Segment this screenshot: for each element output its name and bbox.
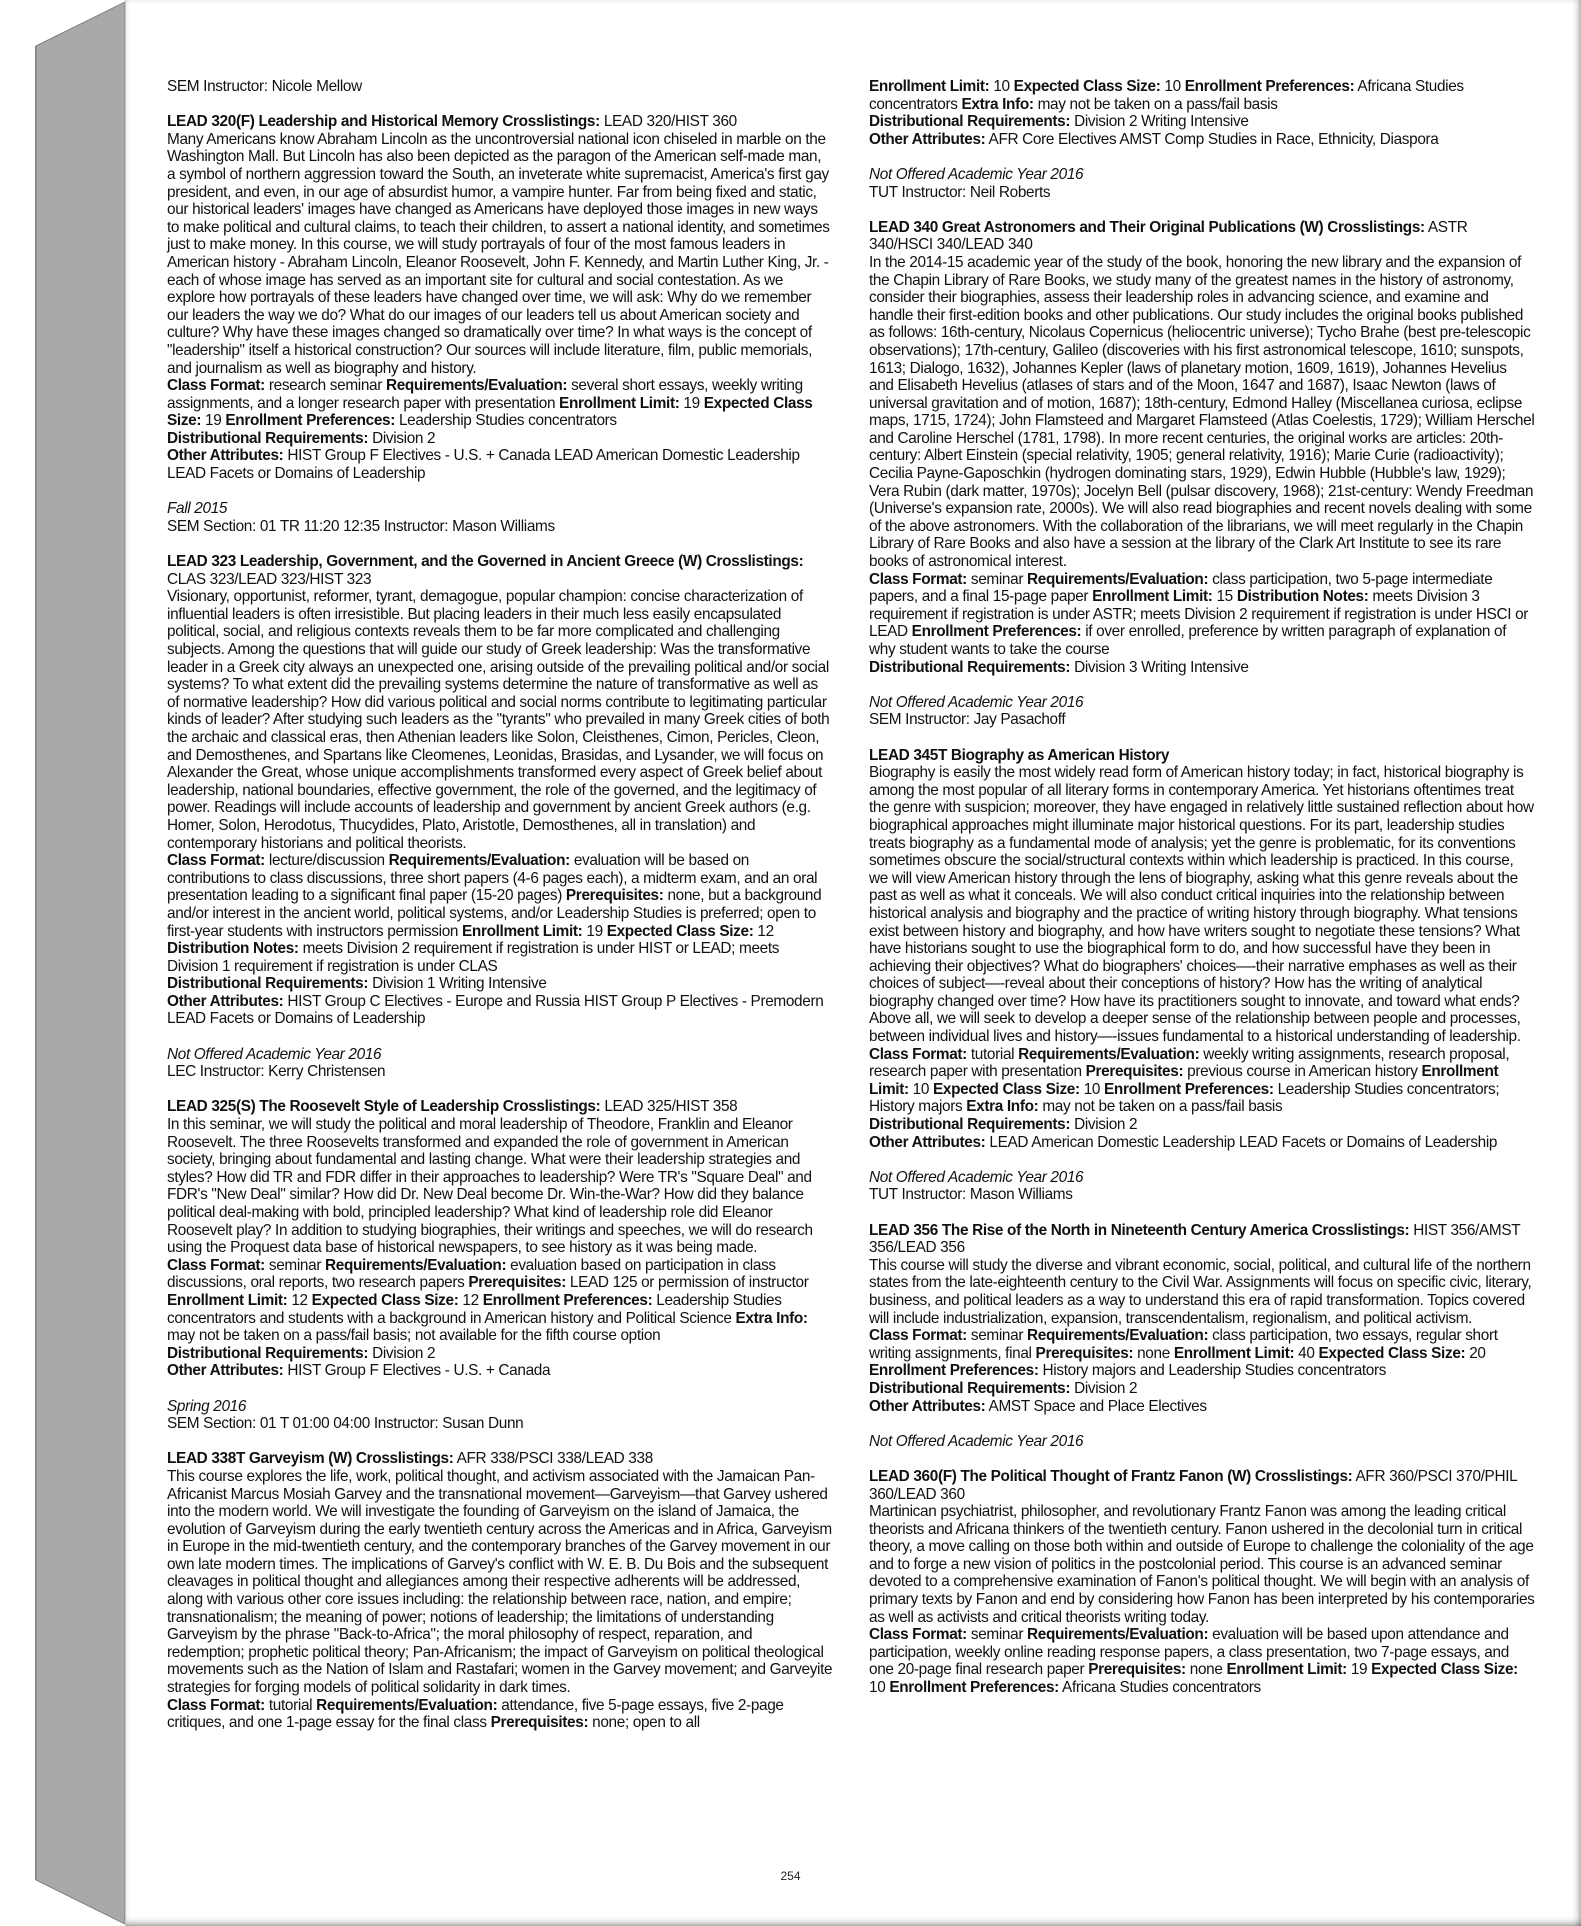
distribution-notes-value: meets Division 3 requirement if registration is under ASTR; meets Division 2 requirement if registration is under HSCI or LEAD (869, 588, 1529, 641)
requirements-value: weekly writing assignments, research proposal, research paper with presentation (869, 1045, 1510, 1081)
course-heading (869, 1468, 1535, 1503)
crosslistings-label: Crosslistings: (502, 1098, 601, 1116)
section-info: SEM Instructor: Nicole Mellow (167, 78, 362, 95)
expected-class-size-value: 12 (757, 922, 774, 940)
enrollment-preferences-label: Enrollment Preferences: (1184, 78, 1355, 95)
other-attributes (869, 1134, 1535, 1152)
section-info: SEM Instructor: Jay Pasachoff (869, 711, 1066, 729)
course-description: This course will study the diverse and vibrant economic, social, political, and cultural life of the northern states from the late-eighteenth century to the Civil War. Assignments will focus on specific civic, literary, business, and political leaders as a way to understand this era of rapid transformation. Topics covered will include industrialization, expansion, transcendentalism, regionalism, and political activism. (869, 1256, 1532, 1327)
enrollment-limit-label: Enrollment Limit: (462, 922, 583, 940)
distributional-requirements (167, 975, 833, 993)
enrollment-limit-label: Enrollment Limit: (1173, 1344, 1295, 1362)
other-attributes-label: Other Attributes: (869, 130, 986, 148)
section-info: TUT Instructor: Neil Roberts (869, 183, 1051, 201)
requirements-label: Requirements/Evaluation: (1018, 1045, 1200, 1063)
distributional-requirements-value: Division 2 (1074, 1379, 1138, 1397)
other-attributes (167, 1362, 833, 1380)
class-format-label: Class Format: (869, 570, 967, 588)
enrollment-limit-value: 19 (586, 922, 603, 940)
extra-info-label: Extra Info: (966, 1098, 1039, 1116)
course-title: LEAD 325(S) The Roosevelt Style of Leadership (167, 1098, 499, 1116)
expected-class-size-label: Expected Class Size: (167, 394, 813, 430)
distributional-requirements-label: Distributional Requirements: (869, 658, 1071, 676)
course-heading (869, 219, 1535, 254)
enrollment-limit-label: Enrollment Limit: (1092, 588, 1213, 606)
crosslistings-label: Crosslistings: (1327, 218, 1425, 236)
spacer (167, 535, 833, 553)
course-heading (869, 747, 1535, 765)
prerequisites-label: Prerequisites: (468, 1274, 567, 1292)
class-format-label: Class Format: (869, 1626, 967, 1644)
enrollment-preferences-label: Enrollment Preferences: (869, 1362, 1039, 1380)
enrollment-preferences-value: Leadership Studies concentrators (398, 412, 617, 430)
expected-class-size-label: Expected Class Size: (1013, 78, 1161, 95)
class-format-label: Class Format: (167, 852, 265, 870)
other-attributes-value: LEAD American Domestic Leadership LEAD Facets or Domains of Leadership (989, 1133, 1498, 1151)
class-format-value: seminar (268, 1256, 322, 1274)
right-column (869, 78, 1535, 1697)
distributional-requirements-value: Division 2 (1074, 1116, 1138, 1134)
course-title: LEAD 338T Garveyism (W) (167, 1450, 352, 1468)
crosslistings-label: Crosslistings: (355, 1450, 454, 1468)
distributional-requirements-value: Division 2 (372, 1344, 436, 1362)
spacer (869, 729, 1535, 747)
class-format-value: tutorial (268, 1696, 313, 1714)
course-details (869, 1046, 1535, 1116)
enrollment-preferences-value: Africana Studies concentrators (869, 78, 1464, 113)
prerequisites-value: none, but a background and/or interest in the ancient world, political systems, and/or Leadership Studies is preferred; open to first-year students with instructors permission (167, 887, 822, 940)
prerequisites-value: none (1137, 1344, 1170, 1362)
extra-info-label: Extra Info: (961, 95, 1034, 113)
course-title: LEAD 345T Biography as American History (869, 746, 1170, 764)
spacer (869, 1151, 1535, 1169)
course-description: In the 2014-15 academic year of the study of the book, honoring the new library and the expansion of the Chapin Library of Rare Books, we study many of the greatest names in the history of astronomy, consider their biographies, assess their leadership roles in advancing science, and examine and handle their first-edition books and other publications. Our study includes the original books published as follows: 16th-century, Nicolaus Copernicus (heliocentric universe); Tycho Brahe (best pre-telescopic observations); 17th-century, Galileo (discoveries with his first astronomical telescope, 1610; sunspots, 1613; Dialogo, 1632), Johannes Kepler (laws of planetary motion, 1609, 1619), Johannes Hevelius and Elisabeth Hevelius (atlases of stars and of the Moon, 1647 and 1687), Isaac Newton (laws of universal gravitation and of motion, 1687); 18th-century, Edmond Halley (Miscellanea curiosa, eclipse maps, 1715, 1724); John Flamsteed and Margaret Flamsteed (Atlas Coelestis, 1729); William Herschel and Caroline Herschel (1781, 1798). In more recent centuries, the original works are articles: 20th-century: Albert Einstein (special relativity, 1905; general relativity, 1916); Marie Curie (radioactivity); Cecilia Payne-Gaposchkin (hydrogen dominating stars, 1929), Edwin Hubble (Hubble's law, 1929); Vera Rubin (dark matter, 1970s); Jocelyn Bell (pulsar discovery, 1968); 21st-century: Wendy Freedman (Universe's expansion rate, 2000s). We will also read biographies and recent novels dealing with some of the above astronomers. With the collaboration of the librarians, we will meet regularly in the Chapin Library of Rare Books and also have a session at the library of the Clark Art Institute to see its rare books of astronomical interest. (869, 253, 1535, 571)
expected-class-size-value: 19 (205, 412, 222, 430)
enrollment-preferences-value: Africana Studies concentrators (1062, 1679, 1261, 1697)
enrollment-preferences-label: Enrollment Preferences: (225, 412, 396, 430)
other-attributes (869, 1398, 1535, 1416)
distributional-requirements (167, 1345, 833, 1363)
distributional-requirements-label: Distributional Requirements: (869, 113, 1071, 131)
spacer (167, 1433, 833, 1451)
other-attributes-value: AFR Core Electives AMST Comp Studies in Race, Ethnicity, Diaspora (988, 130, 1439, 148)
course-title: LEAD 320(F) Leadership and Historical Memory (167, 113, 499, 131)
offered-term: Not Offered Academic Year 2016 (869, 693, 1084, 711)
class-format-value: tutorial (970, 1045, 1015, 1063)
listing-block (167, 113, 833, 482)
class-format-value: seminar (970, 570, 1024, 588)
distributional-requirements-label: Distributional Requirements: (167, 1344, 369, 1362)
listing-block (167, 500, 833, 535)
crosslistings-label: Crosslistings: (502, 113, 600, 131)
prerequisites-value: previous course in American history (1187, 1063, 1418, 1081)
distributional-requirements-value: Division 3 Writing Intensive (1074, 658, 1249, 676)
spacer (869, 1204, 1535, 1222)
enrollment-limit-value: 10 (912, 1080, 930, 1098)
requirements-label: Requirements/Evaluation: (325, 1256, 507, 1274)
requirements-label: Requirements/Evaluation: (1027, 1626, 1209, 1644)
expected-class-size-value: 10 (1164, 78, 1181, 95)
course-heading (167, 1098, 833, 1116)
expected-class-size-label: Expected Class Size: (1318, 1344, 1466, 1362)
enrollment-limit-label: Enrollment Limit: (167, 1291, 288, 1309)
requirements-value: evaluation will be based upon attendance and participation, weekly online reading response papers, a class presentation, two 7-page essays, and one 20-page final research paper (869, 1626, 1509, 1679)
spacer (869, 201, 1535, 219)
extra-info-value: may not be taken on a pass/fail basis; not available for the fifth course option (167, 1327, 661, 1345)
requirements-label: Requirements/Evaluation: (1027, 570, 1209, 588)
crosslistings-value: AFR 338/PSCI 338/LEAD 338 (456, 1450, 653, 1468)
listing-block (869, 1468, 1535, 1697)
prerequisites-label: Prerequisites: (1085, 1063, 1184, 1081)
section-info: SEM Section: 01 TR 11:20 12:35 Instructor: Mason Williams (167, 517, 555, 535)
prerequisites-label: Prerequisites: (565, 887, 664, 905)
course-heading (167, 1450, 833, 1468)
section-info: LEC Instructor: Kerry Christensen (167, 1063, 386, 1081)
listing-block (167, 78, 833, 96)
course-description: In this seminar, we will study the political and moral leadership of Theodore, Franklin and Eleanor Roosevelt. The three Roosevelts transformed and expanded the role of government in American society, bringing about fundamental and lasting change. What were their leadership strategies and styles? How did TR and FDR differ in their approaches to leadership? Were TR's "Square Deal" and FDR's "New Deal" similar? How did Dr. New Deal become Dr. Win-the-War? How did they balance political deal-making with bold, principled leadership? What kind of leadership role did Eleanor Roosevelt play? In addition to studying biographies, their writings and speeches, we will do research using the Proquest data base of historical newspapers, to see history as it was being made. (167, 1116, 813, 1257)
listing-block (869, 219, 1535, 676)
distributional-requirements (869, 113, 1535, 131)
section-info: SEM Section: 01 T 01:00 04:00 Instructor: Susan Dunn (167, 1415, 524, 1433)
course-description: Many Americans know Abraham Lincoln as the uncontroversial national icon chiseled in marble on the Washington Mall. But Lincoln has also been depicted as the paragon of the American self-made man, a symbol of northern aggression toward the South, an inveterate white supremacist, America's first gay president, and even, in our age of absurdist humor, a vampire hunter. Far from being fixed and static, our historical leaders' images have changed as Americans have deployed those images in new ways to make political and cultural claims, to teach their children, to assert a national identity, and sometimes just to make money. In this course, we will study portrayals of four of the most famous leaders in American history - Abraham Lincoln, Eleanor Roosevelt, John F. Kennedy, and Martin Luther King, Jr. - each of whose image has served as an important site for cultural and social contestation. As we explore how portrayals of these leaders have changed over time, we will ask: Why do we remember our leaders the way we do? What do our images of our leaders tell us about American society and culture? Why have these images changed so dramatically over time? In what ways is the concept of "leadership" itself a historical construction? Our sources will include literature, film, public memorials, and journalism as well as biography and history. (167, 130, 830, 377)
distribution-notes-label: Distribution Notes: (167, 940, 299, 958)
spacer (869, 1415, 1535, 1433)
offered-term: Spring 2016 (167, 1397, 247, 1415)
enrollment-limit-value: 12 (291, 1291, 308, 1309)
requirements-label: Requirements/Evaluation: (316, 1696, 498, 1714)
crosslistings-value: AFR 360/PSCI 370/PHIL 360/LEAD 360 (869, 1467, 1517, 1503)
crosslistings-label: Crosslistings: (1254, 1467, 1353, 1485)
distribution-notes-label: Distribution Notes: (1236, 588, 1369, 606)
enrollment-preferences-value: Leadership Studies concentrators; History majors (869, 1080, 1500, 1116)
enrollment-preferences-label: Enrollment Preferences: (911, 623, 1082, 641)
prerequisites-label: Prerequisites: (1035, 1344, 1134, 1362)
section-info: TUT Instructor: Mason Williams (869, 1186, 1073, 1204)
course-title: LEAD 360(F) The Political Thought of Frantz Fanon (W) (869, 1467, 1251, 1485)
class-format-value: research seminar (268, 377, 383, 395)
requirements-value: evaluation will be based on contributions to class discussions, three short papers (4-6 pages each), a midterm exam, and an oral presentation leading to a significant final paper (15-20 pages) (167, 852, 818, 905)
spacer (869, 1450, 1535, 1468)
crosslistings-value: CLAS 323/LEAD 323/HIST 323 (167, 570, 372, 588)
enrollment-preferences-value: if over enrolled, preference by written paragraph of explanation of why student wants to take the course (869, 623, 1507, 658)
other-attributes-label: Other Attributes: (167, 447, 284, 465)
extra-info-value: may not be taken on a pass/fail basis (1037, 95, 1278, 113)
enrollment-limit-value: 40 (1298, 1344, 1315, 1362)
listing-block (869, 694, 1535, 729)
class-format-label: Class Format: (167, 377, 265, 395)
listing-block (869, 1433, 1535, 1451)
expected-class-size-value: 10 (1083, 1080, 1101, 1098)
other-attributes (167, 447, 833, 482)
distributional-requirements-label: Distributional Requirements: (869, 1379, 1071, 1397)
course-title: LEAD 323 Leadership, Government, and the Governed in Ancient Greece (W) (167, 553, 702, 571)
distributional-requirements-value: Division 1 Writing Intensive (372, 975, 547, 993)
crosslistings-label: Crosslistings: (1311, 1221, 1410, 1239)
course-description: Martinican psychiatrist, philosopher, and revolutionary Frantz Fanon was among the leading critical theorists and Africana thinkers of the twentieth century. Fanon ushered in the decolonial turn in critical theory, a move calling on those both within and outside of Europe to challenge the coloniality of the age and to forge a new vision of politics in the postcolonial period. This course is an advanced seminar devoted to a comprehensive examination of Fanon's political thought. We will begin with an analysis of primary texts by Fanon and end by considering how Fanon has been interpreted by his contemporaries as well as activists and critical theorists writing today. (869, 1503, 1535, 1626)
enrollment-preferences-value: History majors and Leadership Studies concentrators (1042, 1362, 1387, 1380)
course-heading (167, 553, 833, 588)
course-details (167, 1697, 833, 1732)
listing-block (869, 78, 1535, 148)
expected-class-size-label: Expected Class Size: (606, 922, 754, 940)
spacer (869, 676, 1535, 694)
other-attributes-value: AMST Space and Place Electives (988, 1397, 1207, 1415)
crosslistings-value: ASTR 340/HSCI 340/LEAD 340 (869, 218, 1468, 254)
offered-term: Not Offered Academic Year 2016 (167, 1045, 382, 1063)
spacer (869, 148, 1535, 166)
requirements-value: attendance, five 5-page essays, five 2-page critiques, and one 1-page essay for the final class (167, 1696, 784, 1732)
enrollment-limit-value: 19 (683, 394, 700, 412)
listing-block (869, 1222, 1535, 1416)
requirements-value: evaluation based on participation in class discussions, oral reports, two research papers (167, 1256, 776, 1292)
enrollment-preferences-label: Enrollment Preferences: (1104, 1080, 1274, 1098)
requirements-value: class participation, two essays, regular short writing assignments, final (869, 1327, 1498, 1362)
other-attributes (869, 131, 1535, 149)
crosslistings-label: Crosslistings: (705, 553, 804, 571)
crosslistings-value: HIST 356/AMST 356/LEAD 356 (869, 1221, 1521, 1257)
enrollment-limit-value: 15 (1216, 588, 1233, 606)
expected-class-size-label: Expected Class Size: (1371, 1661, 1518, 1679)
crosslistings-value: LEAD 320/HIST 360 (603, 113, 737, 131)
course-heading (167, 113, 833, 131)
listing-block (869, 747, 1535, 1152)
expected-class-size-value: 10 (869, 1679, 886, 1697)
prerequisites-label: Prerequisites: (1088, 1661, 1186, 1679)
enrollment-preferences-label: Enrollment Preferences: (889, 1679, 1059, 1697)
spacer (167, 483, 833, 501)
extra-info-value: may not be taken on a pass/fail basis (1042, 1098, 1283, 1116)
class-format-value: lecture/discussion (268, 852, 385, 870)
distribution-notes-value: meets Division 2 requirement if registration is under HIST or LEAD; meets Division 1 requirement if registration is under CLAS (167, 940, 780, 975)
requirements-label: Requirements/Evaluation: (385, 377, 568, 395)
distributional-requirements-value: Division 2 Writing Intensive (1074, 113, 1249, 131)
prerequisites-value: LEAD 125 or permission of instructor (569, 1274, 809, 1292)
course-details (869, 78, 1535, 113)
class-format-label: Class Format: (869, 1045, 967, 1063)
spacer (167, 1028, 833, 1046)
class-format-label: Class Format: (167, 1696, 265, 1714)
course-description: Visionary, opportunist, reformer, tyrant, demagogue, popular champion: concise characterization of influential leaders is often irresistible. But placing leaders in their much less easily encapsulated political, social, and religious contexts reveals them to be far more complicated and challenging subjects. Among the questions that will guide our study of Greek leadership: Was the transformative leader in a Greek city always an unexpected one, arising outside of the prevailing political and/or social systems? To what extent did the prevailing systems determine the nature of transformative as well as of normative leadership? How did various political and social norms contribute to legitimating particular kinds of leader? After studying such leaders as the "tyrants" who prevailed in many Greek cities of both the archaic and classical eras, then Athenian leaders like Solon, Cleisthenes, Cimon, Pericles, Cleon, and Demosthenes, and Spartans like Cleomenes, Leonidas, Brasidas, and Lysander, we will focus on Alexander the Great, whose unique accomplishments transformed every aspect of Greek belief about leadership, national boundaries, effective government, the role of the governed, and the legitimacy of power. Readings will include accounts of leadership and government by ancient Greek authors (e.g. Homer, Solon, Herodotus, Thucydides, Plato, Aristotle, Demosthenes, all in translation) and contemporary historians and political theorists. (167, 588, 830, 852)
course-details (167, 1257, 833, 1345)
offered-term: Not Offered Academic Year 2016 (869, 165, 1084, 183)
other-attributes-label: Other Attributes: (167, 1362, 284, 1380)
course-details (869, 571, 1535, 659)
expected-class-size-label: Expected Class Size: (311, 1291, 459, 1309)
crosslistings-value: LEAD 325/HIST 358 (604, 1098, 738, 1116)
enrollment-preferences-label: Enrollment Preferences: (482, 1291, 653, 1309)
enrollment-limit-label: Enrollment Limit: (869, 78, 990, 95)
listing-block (869, 1169, 1535, 1204)
distributional-requirements-value: Division 2 (372, 429, 436, 447)
course-details (167, 852, 833, 975)
prerequisites-value: none; open to all (592, 1714, 700, 1732)
offered-term: Not Offered Academic Year 2016 (869, 1432, 1084, 1450)
course-title: LEAD 356 The Rise of the North in Nineteenth Century America (869, 1221, 1308, 1239)
requirements-value: class participation, two 5-page intermediate papers, and a final 15-page paper (869, 570, 1493, 606)
offered-term: Fall 2015 (167, 500, 228, 518)
distributional-requirements (869, 1116, 1535, 1134)
listing-block (167, 1450, 833, 1732)
prerequisites-label: Prerequisites: (490, 1714, 589, 1732)
other-attributes-value: HIST Group F Electives - U.S. + Canada (287, 1362, 551, 1380)
course-details (869, 1626, 1535, 1696)
class-format-label: Class Format: (167, 1256, 265, 1274)
expected-class-size-label: Expected Class Size: (932, 1080, 1080, 1098)
course-heading (869, 1222, 1535, 1257)
prerequisites-value: none (1189, 1661, 1223, 1679)
spacer (167, 96, 833, 114)
listing-block (869, 166, 1535, 201)
listing-block (167, 1046, 833, 1081)
left-column (167, 78, 833, 1732)
course-title: LEAD 340 Great Astronomers and Their Original Publications (W) (869, 218, 1324, 236)
other-attributes (167, 993, 833, 1028)
course-details (869, 1327, 1535, 1380)
spacer (167, 1380, 833, 1398)
requirements-value: several short essays, weekly writing assignments, and a longer research paper with presentation (167, 377, 803, 412)
class-format-value: seminar (970, 1626, 1024, 1644)
listing-block (167, 1398, 833, 1433)
requirements-label: Requirements/Evaluation: (388, 852, 570, 870)
enrollment-limit-value: 19 (1350, 1661, 1368, 1679)
distributional-requirements-label: Distributional Requirements: (167, 975, 369, 993)
enrollment-limit-label: Enrollment Limit: (559, 394, 680, 412)
spacer (167, 1081, 833, 1099)
class-format-label: Class Format: (869, 1327, 967, 1345)
listing-block (167, 553, 833, 1028)
expected-class-size-value: 20 (1469, 1344, 1486, 1362)
offered-term: Not Offered Academic Year 2016 (869, 1168, 1084, 1186)
listing-block (167, 1098, 833, 1380)
distributional-requirements (869, 1380, 1535, 1398)
page-number: 254 (780, 1869, 801, 1883)
course-description: Biography is easily the most widely read form of American history today; in fact, historical biography is among the most popular of all literary forms in contemporary America. Yet historians oftentimes treat the genre with suspicion; moreover, they have engaged in relatively little sustained reflection about how biographical approaches might illuminate major historical questions. For its part, leadership studies treats biography as a fundamental mode of analysis; yet the genre is problematic, for its conventions sometimes obscure the social/structural contexts within which leadership is practiced. In this course, we will view American history through the lens of biography, asking what this genre reveals about the past as well as what it conceals. We will also conduct critical inquiries into the relationship between historical analysis and biography and the practice of writing history through biography. What tensions exist between history and biography, and how have writers sought to negotiate these tensions? What have historians sought to use the biographical form to do, and how successful have they been in achieving their objectives? What do biographers' choices—-their narrative emphases as well as their choices of subject—-reveal about their conceptions of history? How has the writing of analytical biography changed over time? How have its practitioners sought to innovate, and toward what ends? Above all, we will seek to develop a deeper sense of the relationship between people and processes, between individual lives and history—-issues fundamental to a historical understanding of leadership. (869, 764, 1534, 1046)
distributional-requirements (167, 430, 833, 448)
book-spine-graphic (0, 0, 125, 1926)
enrollment-limit-label: Enrollment Limit: (1226, 1661, 1347, 1679)
enrollment-preferences-value: Leadership Studies concentrators and students with a background in American history and Political Science (167, 1291, 782, 1327)
requirements-label: Requirements/Evaluation: (1027, 1327, 1209, 1345)
other-attributes-label: Other Attributes: (869, 1397, 986, 1415)
other-attributes-value: HIST Group C Electives - Europe and Russia HIST Group P Electives - Premodern LEAD Facets or Domains of Leadership (167, 992, 824, 1028)
course-description: This course explores the life, work, political thought, and activism associated with the Jamaican Pan-Africanist Marcus Mosiah Garvey and the transnational movement—Garveyism—that Garvey ushered into the modern world. We will investigate the founding of Garveyism on the island of Jamaica, the evolution of Garveyism during the early twentieth century across the Americas and in Africa, Garveyism in Europe in the mid-twentieth century, and the contemporary branches of the Garvey movement in our own late modern times. The implications of Garvey's conflict with W. E. B. Du Bois and the subsequent cleavages in political thought and allegiances among their respective adherents will be addressed, along with various other core issues including: the relationship between race, nation, and empire; transnationalism; the meaning of power; notions of leadership; the limitations of understanding Garveyism by the phrase "Back-to-Africa"; the moral philosophy of respect, reparation, and redemption; prophetic political theory; Pan-Africanism; the impact of Garveyism on political theological movements such as the Nation of Islam and Rastafari; women in the Garvey movement; and Garveyite strategies for forging models of political solidarity in dark times. (167, 1467, 833, 1697)
other-attributes-label: Other Attributes: (869, 1133, 986, 1151)
distributional-requirements-label: Distributional Requirements: (167, 429, 369, 447)
class-format-value: seminar (970, 1327, 1024, 1345)
extra-info-label: Extra Info: (735, 1309, 808, 1327)
distributional-requirements (869, 659, 1535, 677)
other-attributes-value: HIST Group F Electives - U.S. + Canada LEAD American Domestic Leadership LEAD Facets or Domains of Leadership (167, 447, 800, 483)
course-details (167, 377, 833, 430)
enrollment-limit-label: Enrollment Limit: (869, 1063, 1499, 1098)
enrollment-limit-value: 10 (993, 78, 1010, 95)
other-attributes-label: Other Attributes: (167, 992, 284, 1010)
expected-class-size-value: 12 (462, 1291, 479, 1309)
distributional-requirements-label: Distributional Requirements: (869, 1116, 1071, 1134)
